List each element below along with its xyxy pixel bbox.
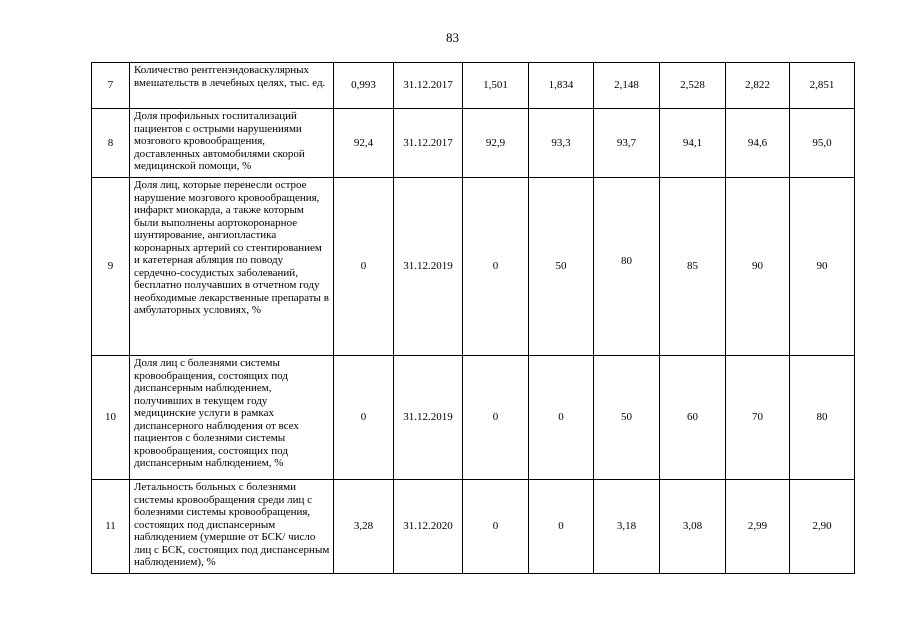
year-value: 3,18	[594, 480, 660, 574]
row-number: 7	[92, 63, 130, 109]
year-value: 92,9	[463, 109, 529, 178]
year-value: 1,501	[463, 63, 529, 109]
year-value: 0	[463, 480, 529, 574]
base-value: 0,993	[334, 63, 394, 109]
base-date: 31.12.2019	[394, 178, 463, 356]
base-value: 0	[334, 356, 394, 480]
indicator-name: Количество рентгенэндоваскулярных вмешательств в лечебных целях, тыс. ед.	[130, 63, 334, 109]
year-value: 50	[529, 178, 594, 356]
year-value: 60	[660, 356, 726, 480]
year-value: 70	[726, 356, 790, 480]
indicator-name: Летальность больных с болезнями системы кровообращения среди лиц с болезнями системы кровообращения, состоящих под диспансерным наблюдением (умершие от БСК/ число лиц с БСК, состоящих под диспансерным наблюдением), %	[130, 480, 334, 574]
indicator-name: Доля профильных госпитализаций пациентов с острыми нарушениями мозгового кровообращения, доставленных автомобилями скорой медицинской помощи, %	[130, 109, 334, 178]
year-value: 80	[790, 356, 855, 480]
table-row	[92, 63, 855, 109]
year-value: 0	[529, 480, 594, 574]
row-number: 8	[92, 109, 130, 178]
year-value: 95,0	[790, 109, 855, 178]
year-value: 90	[726, 178, 790, 356]
base-date: 31.12.2017	[394, 109, 463, 178]
year-value: 2,99	[726, 480, 790, 574]
table-row	[92, 178, 855, 356]
row-number: 11	[92, 480, 130, 574]
year-value: 85	[660, 178, 726, 356]
year-value: 93,3	[529, 109, 594, 178]
year-value: 0	[529, 356, 594, 480]
page-number: 83	[446, 30, 459, 45]
year-value: 0	[463, 178, 529, 356]
indicators-table	[91, 62, 855, 574]
row-number: 10	[92, 356, 130, 480]
base-date: 31.12.2017	[394, 63, 463, 109]
year-value: 2,822	[726, 63, 790, 109]
year-value: 2,528	[660, 63, 726, 109]
base-value: 0	[334, 178, 394, 356]
base-date: 31.12.2020	[394, 480, 463, 574]
year-value: 2,851	[790, 63, 855, 109]
year-value: 94,1	[660, 109, 726, 178]
indicator-name: Доля лиц, которые перенесли острое нарушение мозгового кровообращения, инфаркт миокарда, а также которым были выполнены аортокоронарное шунтирование, ангиопластика коронарных артерий со стентированием и катетерная абляция по поводу сердечно-сосудистых заболеваний, бесплатно получавших в отчетном году необходимые лекарственные препараты в амбулаторных условиях, %	[130, 178, 334, 356]
year-value: 3,08	[660, 480, 726, 574]
year-value: 1,834	[529, 63, 594, 109]
year-value: 94,6	[726, 109, 790, 178]
year-value: 93,7	[594, 109, 660, 178]
row-number: 9	[92, 178, 130, 356]
table-row	[92, 480, 855, 574]
indicator-name: Доля лиц с болезнями системы кровообращения, состоящих под диспансерным наблюдением, получивших в текущем году медицинские услуги в рамках диспансерного наблюдения от всех пациентов с болезнями системы кровообращения, состоящих под диспансерным наблюдением, %	[130, 356, 334, 480]
year-value: 2,90	[790, 480, 855, 574]
year-value: 90	[790, 178, 855, 356]
year-value: 50	[594, 356, 660, 480]
base-date: 31.12.2019	[394, 356, 463, 480]
table-row	[92, 356, 855, 480]
year-value: 2,148	[594, 63, 660, 109]
base-value: 92,4	[334, 109, 394, 178]
table-row	[92, 109, 855, 178]
year-value: 0	[463, 356, 529, 480]
year-value: 80	[594, 178, 660, 356]
base-value: 3,28	[334, 480, 394, 574]
